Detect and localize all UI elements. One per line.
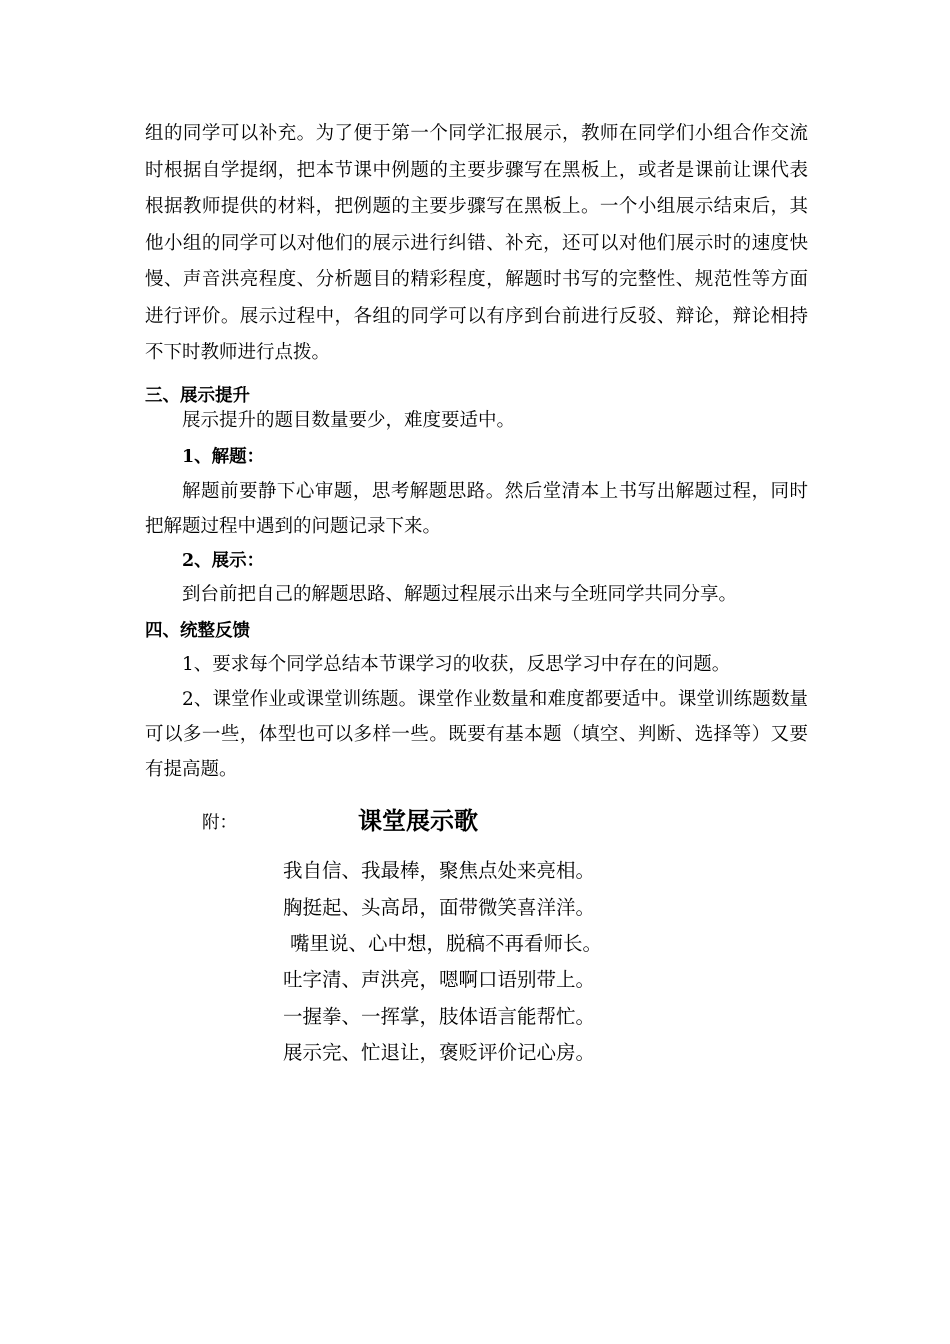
- section-3-item-1-heading: 1、解题：: [182, 447, 265, 467]
- song-line-1: 我自信、我最棒，聚焦点处来亮相。: [283, 859, 596, 882]
- song-line-2: 胸挺起、头高昂，面带微笑喜洋洋。: [283, 896, 596, 919]
- song-line-6: 展示完、忙退让，褒贬评价记心房。: [283, 1041, 596, 1064]
- song-title: 课堂展示歌: [358, 807, 478, 835]
- section-4-item-1: 1、要求每个同学总结本节课学习的收获，反思学习中存在的问题。: [182, 654, 731, 675]
- song-line-5: 一握拳、一挥掌，肢体语言能帮忙。: [283, 1005, 596, 1028]
- section-3-item-2-heading: 2、展示：: [182, 551, 265, 571]
- section-3-intro: 展示提升的题目数量要少，难度要适中。: [182, 410, 516, 431]
- section-3-item-1-text: 解题前要静下心审题，思考解题思路。然后堂清本上书写出解题过程，同时把解题过程中遇到的问题记录下来。: [145, 481, 808, 537]
- section-4-item-2: 2、课堂作业或课堂训练题。课堂作业数量和难度都要适中。课堂训练题数量可以多一些，体型也可以多样一些。既要有基本题（填空、判断、选择等）又要有提高题。: [145, 689, 808, 780]
- song-line-4: 吐字清、声洪亮，嗯啊口语别带上。: [283, 968, 596, 991]
- section-4-heading: 四、统整反馈: [145, 621, 250, 641]
- song-line-3: 嘴里说、心中想，脱稿不再看师长。: [290, 932, 603, 955]
- appendix-label: 附：: [202, 813, 237, 833]
- section-3-item-2-text: 到台前把自己的解题思路、解题过程展示出来与全班同学共同分享。: [182, 584, 738, 605]
- intro-paragraph: 组的同学可以补充。为了便于第一个同学汇报展示，教师在同学们小组合作交流时根据自学提纲，把本节课中例题的主要步骤写在黑板上，或者是课前让课代表根据教师提供的材料，把例题的主要步骤写在黑板上。一个小组展示结束后，其他小组的同学可以对他们的展示进行纠错、补充，还可以对他们展示时的速度快慢、声音洪亮程度、分析题目的精彩程度，解题时书写的完整性、规范性等方面进行评价。展示过程中，各组的同学可以有序到台前进行反驳、辩论，辩论相持不下时教师进行点拨。: [145, 123, 808, 363]
- section-3-heading: 三、展示提升: [145, 386, 250, 406]
